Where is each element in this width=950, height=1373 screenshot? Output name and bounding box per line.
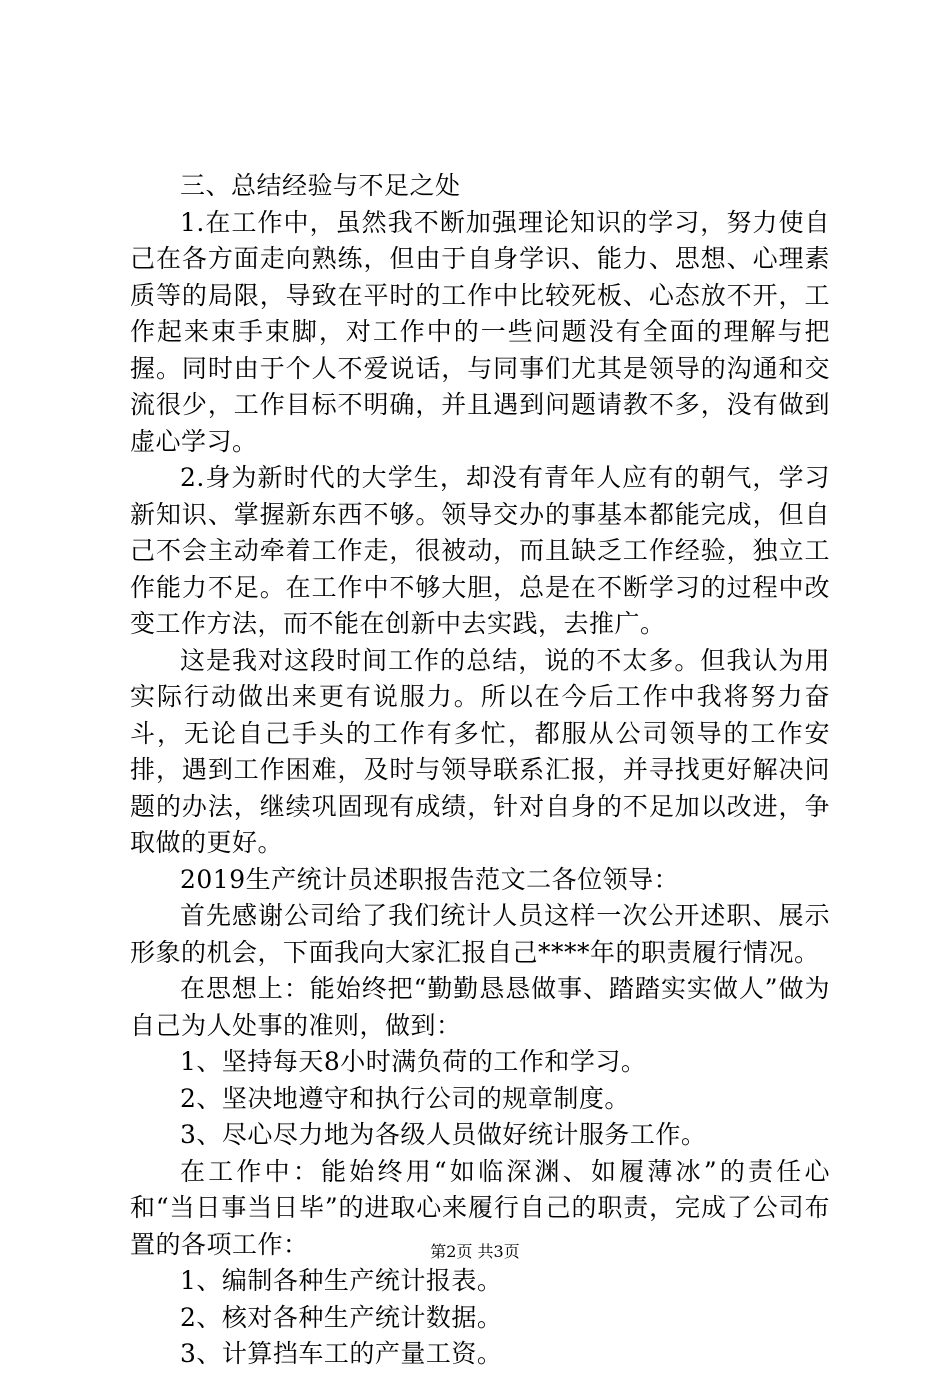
paragraph: 在工作中：能始终用“如临深渊、如履薄冰”的责任心和“当日事当日毕”的进取心来履行自己的职责，完成了公司布置的各项工作： [130, 1156, 830, 1259]
paragraph: 在思想上：能始终把“勤勤恳恳做事、踏踏实实做人”做为自己为人处事的准则，做到： [130, 974, 830, 1040]
list-item: 1、编制各种生产统计报表。 [180, 1266, 503, 1295]
section-heading: 三、总结经验与不足之处 [180, 171, 461, 200]
list-item: 3、尽心尽力地为各级人员做好统计服务工作。 [180, 1120, 707, 1149]
document-body [130, 168, 830, 1373]
paragraph: 1.在工作中，虽然我不断加强理论知识的学习，努力使自己在各方面走向熟练，但由于自身学识、能力、思想、心理素质等的局限，导致在平时的工作中比较死板、心态放不开，工作起来束手束脚，对工作中的一些问题没有全面的理解与把握。同时由于个人不爱说话，与同事们尤其是领导的沟通和交流很少，工作目标不明确，并且遇到问题请教不多，没有做到虚心学习。 [130, 207, 830, 456]
report-title-line: 2019生产统计员述职报告范文二各位领导： [180, 864, 680, 894]
list-item: 1、坚持每天8小时满负荷的工作和学习。 [180, 1047, 647, 1076]
list-item: 2、核对各种生产统计数据。 [180, 1302, 503, 1332]
page-footer: 第2页 共3页 [430, 1242, 520, 1261]
list-item: 3、计算挡车工的产量工资。 [180, 1339, 503, 1368]
paragraph: 首先感谢公司给了我们统计人员这样一次公开述职、展示形象的机会，下面我向大家汇报自己****年的职责履行情况。 [130, 901, 830, 967]
paragraph: 2.身为新时代的大学生，却没有青年人应有的朝气，学习新知识、掌握新东西不够。领导交办的事基本都能完成，但自己不会主动牵着工作走，很被动，而且缺乏工作经验，独立工作能力不足。在工作中不够大胆，总是在不断学习的过程中改变工作方法，而不能在创新中去实践，去推广。 [130, 463, 830, 638]
paragraph: 这是我对这段时间工作的总结，说的不太多。但我认为用实际行动做出来更有说服力。所以在今后工作中我将努力奋斗，无论自己手头的工作有多忙，都服从公司领导的工作安排，遇到工作困难，及时与领导联系汇报，并寻找更好解决问题的办法，继续巩固现有成绩，针对自身的不足加以改进，争取做的更好。 [130, 645, 830, 857]
list-item: 2、坚决地遵守和执行公司的规章制度。 [180, 1083, 630, 1113]
